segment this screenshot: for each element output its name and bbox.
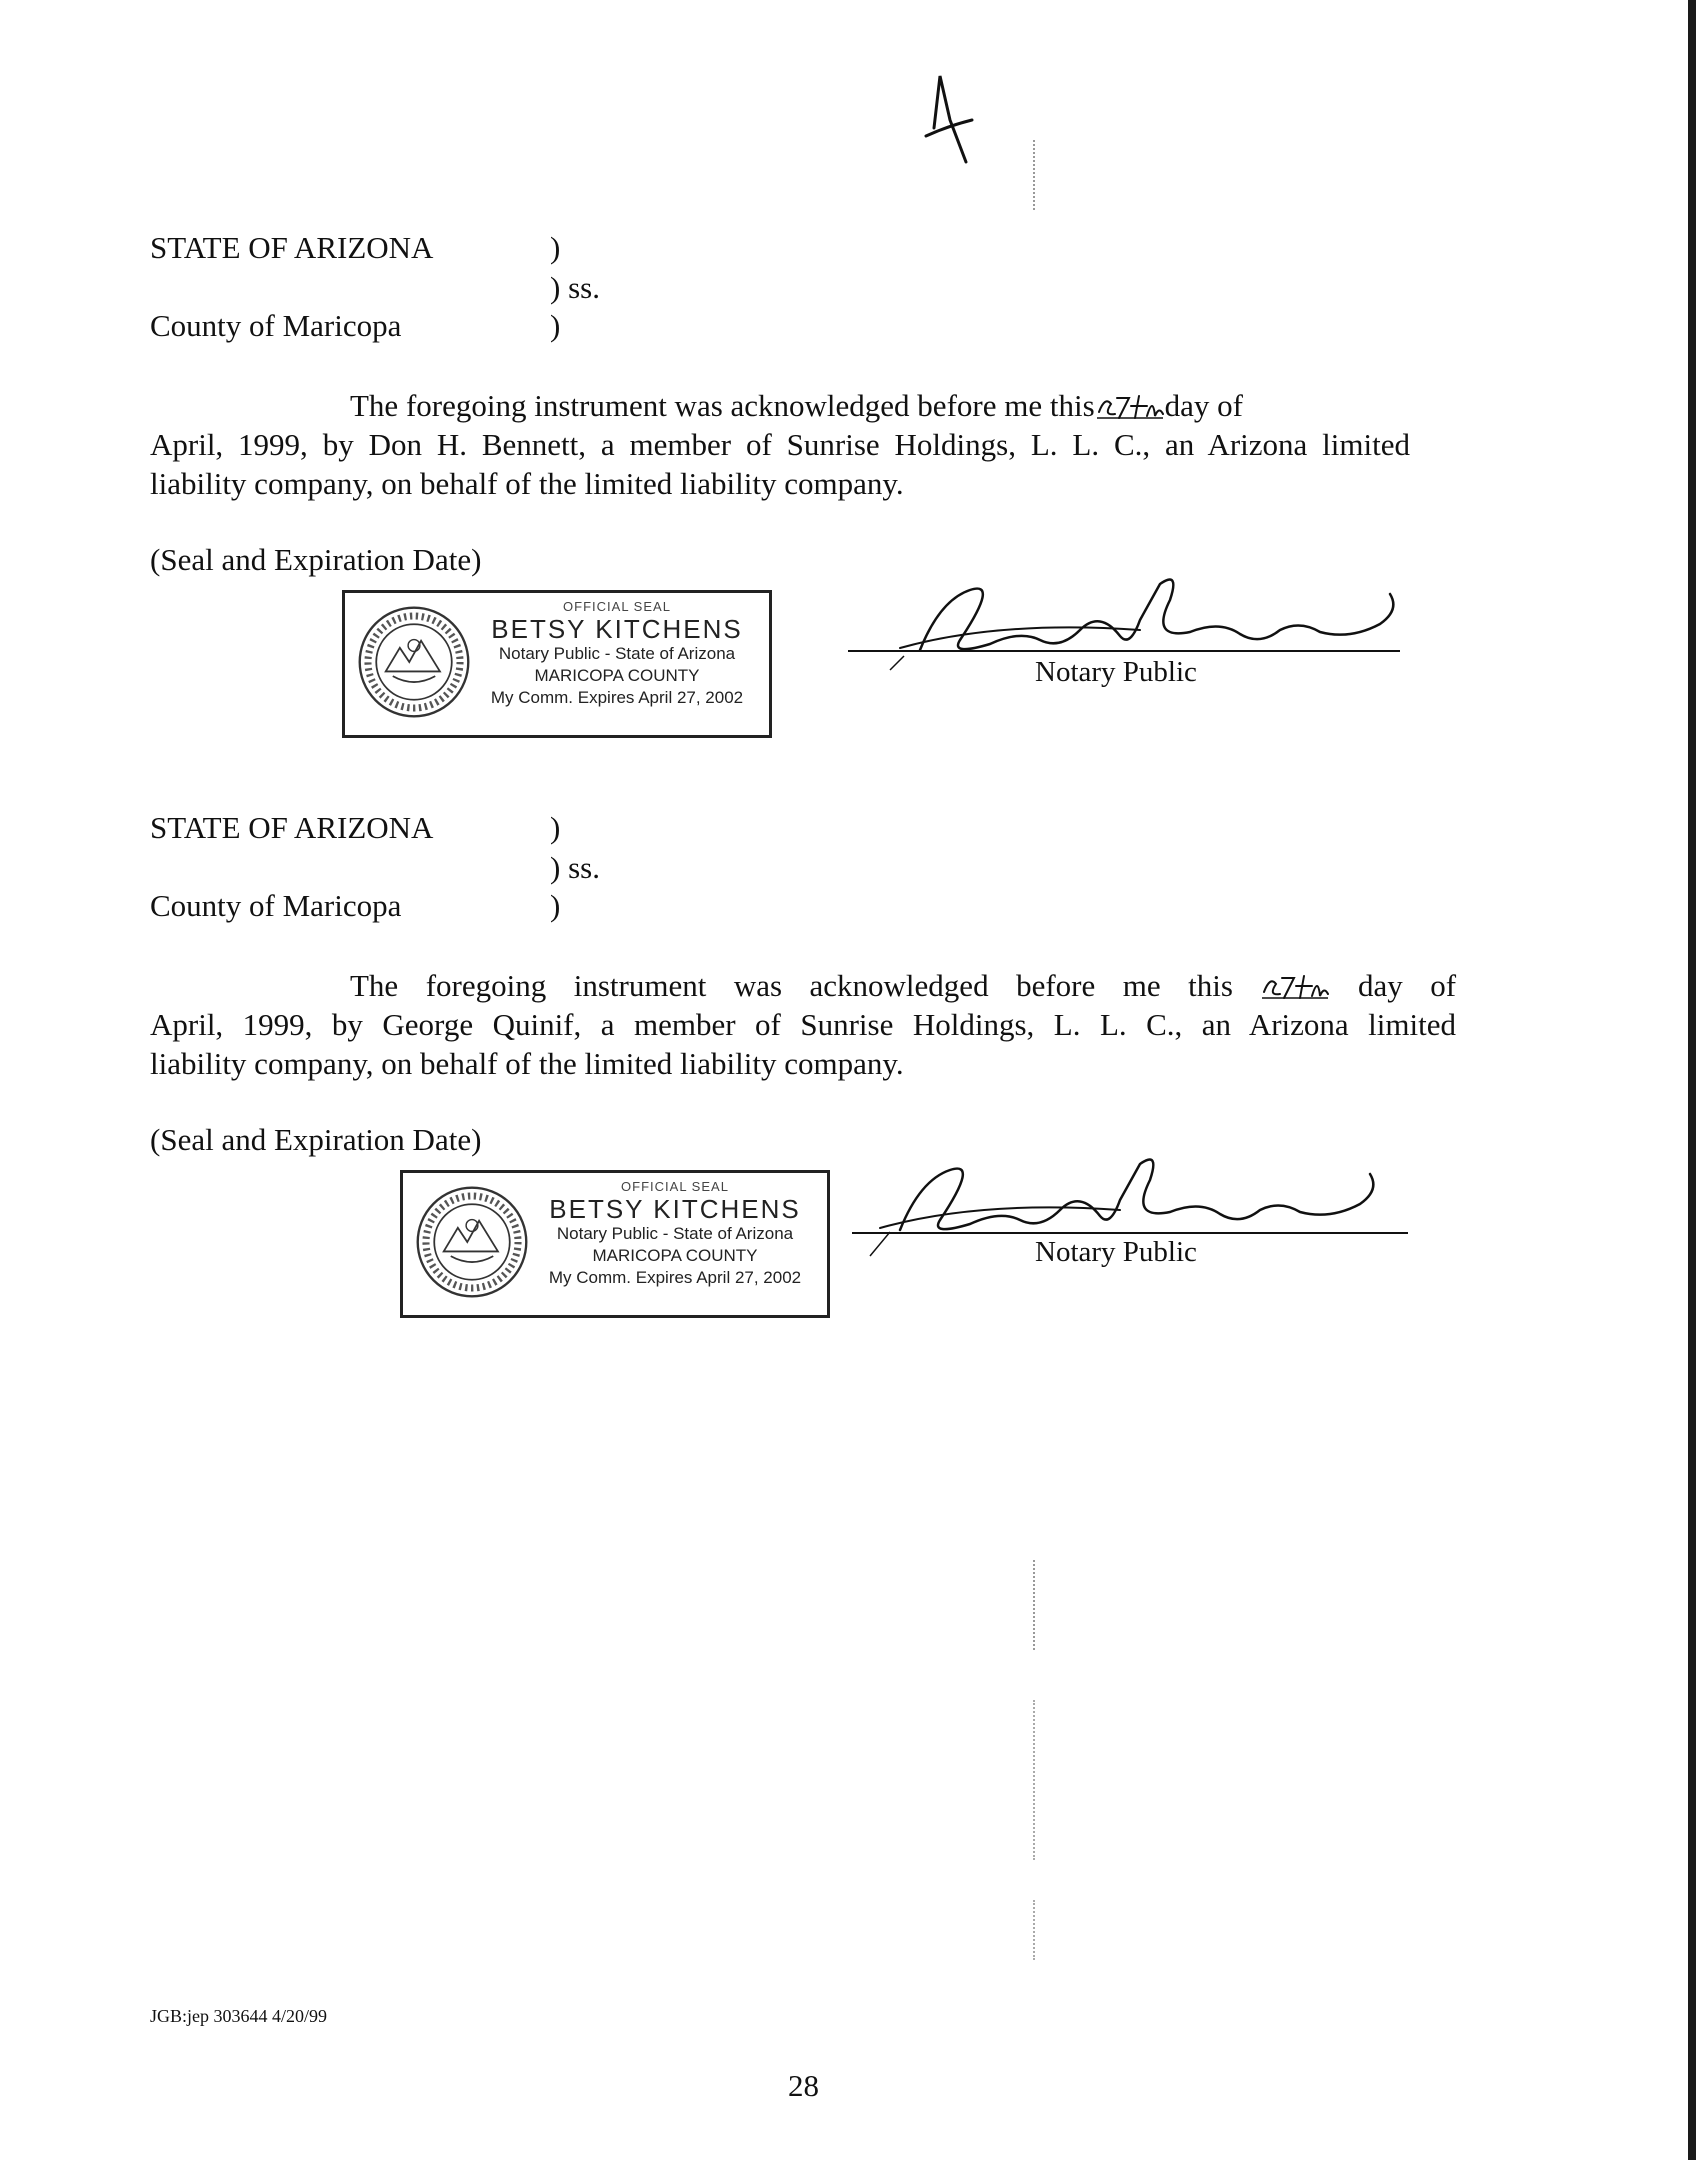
notary-seal-stamp-1 <box>342 590 772 738</box>
state-heading-1: STATE OF ARIZONA <box>150 230 434 265</box>
ack-text-before-day: The foregoing instrument was acknowledged before me this <box>350 388 1095 423</box>
great-seal-arizona-icon <box>413 1183 531 1301</box>
notary-seal-stamp-2 <box>400 1170 830 1318</box>
scan-artifact-dots <box>1033 140 1037 210</box>
ack-text-before-day: The foregoing instrument was acknowledged before me this <box>350 968 1233 1003</box>
handwritten-day-2 <box>1260 972 1330 1002</box>
ack-line-1b: April, 1999, by Don H. Bennett, a member of Sunrise Holdings, L. L. C., an Arizona limited <box>150 427 1410 462</box>
scan-edge-bar <box>1688 0 1696 2160</box>
handwritten-a-mark <box>920 70 990 170</box>
seal-expiration: My Comm. Expires April 27, 2002 <box>490 688 744 707</box>
venue-paren-2a: ) <box>550 810 561 845</box>
scan-artifact-dots <box>1033 1560 1037 1650</box>
seal-expiration: My Comm. Expires April 27, 2002 <box>548 1268 802 1287</box>
venue-ss-1: ) ss. <box>550 270 600 305</box>
scan-artifact-dots <box>1033 1700 1037 1860</box>
seal-notary-title: Notary Public - State of Arizona <box>498 644 736 663</box>
handwritten-day-1 <box>1095 392 1165 422</box>
ack-line-1a <box>150 386 1410 425</box>
seal-official-label: OFFICIAL SEAL <box>621 1179 729 1194</box>
venue-paren-1a: ) <box>550 230 561 265</box>
page-number: 28 <box>788 2068 819 2103</box>
seal-county: MARICOPA COUNTY <box>592 1246 758 1265</box>
scan-artifact-dots <box>1033 1900 1037 1960</box>
venue-paren-2c: ) <box>550 888 561 923</box>
signature-line-2 <box>852 1232 1408 1234</box>
seal-county: MARICOPA COUNTY <box>534 666 700 685</box>
notary-public-label-1: Notary Public <box>1035 656 1197 688</box>
seal-caption-2: (Seal and Expiration Date) <box>150 1122 482 1157</box>
seal-notary-title: Notary Public - State of Arizona <box>556 1224 794 1243</box>
seal-notary-name: BETSY KITCHENS <box>549 1194 801 1224</box>
ack-line-2c: liability company, on behalf of the limited liability company. <box>150 1046 904 1081</box>
venue-ss-2: ) ss. <box>550 850 600 885</box>
acknowledgment-paragraph-1 <box>150 386 1410 503</box>
ack-text-after-day: day of <box>1164 388 1243 423</box>
document-reference-code: JGB:jep 303644 4/20/99 <box>150 2006 328 2026</box>
county-heading-1: County of Maricopa <box>150 308 402 343</box>
ack-line-1c: liability company, on behalf of the limited liability company. <box>150 466 904 501</box>
acknowledgment-paragraph-2 <box>150 966 1456 1083</box>
signature-line-1 <box>848 650 1400 652</box>
seal-caption-1: (Seal and Expiration Date) <box>150 542 482 577</box>
ack-line-2b: April, 1999, by George Quinif, a member of Sunrise Holdings, L. L. C., an Arizona limited <box>150 1007 1456 1042</box>
county-heading-2: County of Maricopa <box>150 888 402 923</box>
ack-line-2a <box>150 966 1456 1005</box>
notary-public-label-2: Notary Public <box>1035 1236 1197 1268</box>
seal-official-label: OFFICIAL SEAL <box>563 599 671 614</box>
great-seal-arizona-icon <box>355 603 473 721</box>
state-heading-2: STATE OF ARIZONA <box>150 810 434 845</box>
seal-notary-name: BETSY KITCHENS <box>491 614 743 644</box>
venue-paren-1c: ) <box>550 308 561 343</box>
ack-text-after-day: day of <box>1357 968 1457 1003</box>
